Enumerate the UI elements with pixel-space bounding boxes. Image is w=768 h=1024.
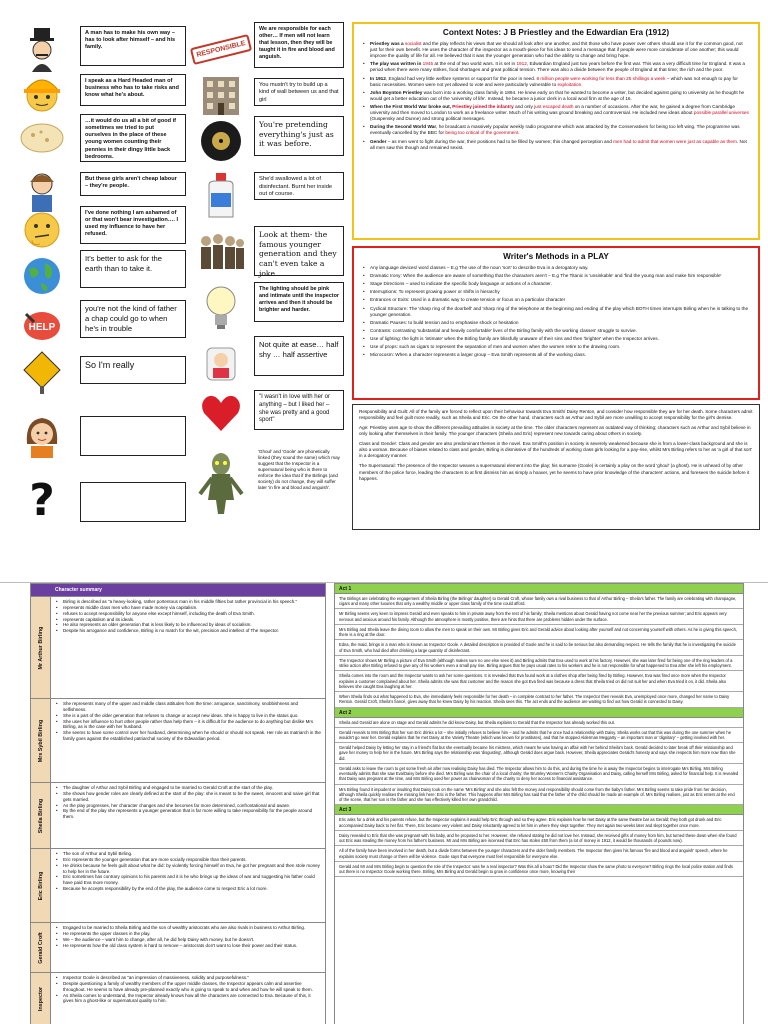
note-text: In 1912 bbox=[370, 75, 386, 81]
character-point: • He represents the upper classes in the play. bbox=[55, 931, 321, 937]
character-point: • He represents how the old class system is hard to remove – aristocrats don't want to lose their power and their status. bbox=[55, 943, 321, 949]
act-paragraph: Eric asks for a drink and his parents refuse, but the Inspector explains it would help Eric through and so they agree. Eric explains how he met Daisy at the same theatre bar as Gerald; they both got drunk and Eric accompanied Daisy back to her flat. There, Eric became very violent and Daisy reluctantly agreed to let him in where they slept together. They met again two weeks later and slept together once more. bbox=[335, 815, 743, 830]
character-row bbox=[31, 848, 325, 922]
quote-box: You mustn't try to build up a kind of wall between us and that girl bbox=[254, 78, 344, 106]
character-point: • As the play progresses, her character changes and she becomes far more determined, confrontational and aware. bbox=[55, 803, 321, 809]
act-paragraph: Sheila comes into the room and the Inspector wants to ask her some questions. It is revealed that Eva found work at a clothes shop after being fired by Birling. However, Eva was fired once more when the Inspector explains a customer complained about her. Sheila admits she was that customer and the reason she got Eva fired was because a dress that Sheila tried on did not suit her and when Eva tried it on, it did. Sheila also believes she caught Eva laughing at her. bbox=[335, 671, 743, 692]
act-heading: Act 1 bbox=[335, 584, 743, 594]
plot-summary-column bbox=[334, 583, 744, 1024]
quote-box: It's better to ask for the earth than to take it. bbox=[80, 250, 186, 288]
character-point: • As Sheila comes to understand, the Inspector already knows how all the characters are connected to Eva. Because of this, it gives him a ghost-like or supernatural quality to him. bbox=[55, 993, 321, 1005]
character-point: • She uses her influence to hurt other people rather than help them – it is difficult for the audience to do anything but dislike Mrs Birling, as is the case with her husband. bbox=[55, 719, 321, 731]
bread-icon bbox=[12, 114, 72, 162]
quote-box: We are responsible for each other… If men will not learn that lesson, then they will be taught it in fire and blood and anguish. bbox=[254, 22, 344, 68]
act-section bbox=[335, 805, 743, 877]
highlight-text: 8 million people were working for less than 25 shillings a week bbox=[536, 75, 666, 81]
note-text: (Ouspensky and Dunne) and strong political messages. bbox=[370, 116, 486, 122]
character-point: • represents capitalism and its ideals. bbox=[55, 617, 321, 623]
character-name: Mrs Sybil Birling bbox=[37, 719, 44, 762]
family-group-icon bbox=[194, 226, 248, 276]
act-paragraph: Mrs Birling found it impudent or insulting that Daisy took on the name 'Mrs Birling' and she also felt the money and responsibility should come from the baby's father. Mrs Birling seems to take pride from her decision, although Sheila quickly realises the missing link here: Eric is the father. This happens after Mrs Birling has said that the father of the child should be made an example of. Mrs Birling realises, just as Eric enters at the end of the scene, that her son is the father and she has effectively killed her own grandchild. bbox=[335, 785, 743, 806]
context-note-item bbox=[362, 41, 750, 59]
context-note-item bbox=[362, 104, 750, 122]
character-row bbox=[31, 596, 325, 698]
method-item: • Interruptions: To represent growing power or shifts in hierarchy bbox=[362, 289, 750, 295]
act-paragraph: Gerald helped Daisy by letting her stay in a friend's flat but she eventually became his mistress, which meant he was having an affair with her behind Sheila's back. Gerald decided to later break off their relationship and gave her money to help her in the future. Mrs Birling says the relationship was 'disgusting', although Gerald does argue back. However, Sheila appreciates Gerald's honesty and says she respects him more now than she did. bbox=[335, 743, 743, 764]
summary-page bbox=[0, 582, 768, 1024]
act-section bbox=[335, 584, 743, 708]
character-point: • She seems to have some control over her husband, determining when he should or should not speak. Her role as matriarch in the family goes against the established patriarchal society of the Edwardian period. bbox=[55, 730, 321, 742]
context-note-item bbox=[362, 90, 750, 102]
highlight-text: possible parallel universes bbox=[693, 110, 749, 116]
character-name: Eric Birling bbox=[37, 871, 44, 900]
act-paragraph: Gerald asks to leave the room to get some fresh air after now realising Daisy has died. The Inspector allows him to do this, and during the time he is away the Inspector begins to interrogate Mrs Birling. Mrs Birling eventually admits that she saw Eva/Daisy before she died. Mrs Birling was the chair of a local charity: the Brumley Women's Charity Organisation and Daisy, calling herself Mrs Birling, asked for financial help. It is revealed that Daisy was pregnant at the time, and Mrs Birling used her power as chairwoman of the charity to deny her access to financial assistance. bbox=[335, 764, 743, 785]
woman-avatar-icon bbox=[12, 412, 72, 460]
context-note-item bbox=[362, 76, 750, 88]
note-text: , England had very little welfare systems or support for the poor in need. bbox=[385, 75, 537, 81]
character-name: Mr Arthur Birling bbox=[37, 626, 44, 669]
note-text: – which was not enough to pay for basic necessities. Women were not yet allowed to vote and were particularly vulnerable to bbox=[370, 75, 738, 87]
quote-box: you're not the kind of father a chap could go to when he's in trouble bbox=[80, 300, 186, 338]
writers-methods-title: Writer's Methods in a PLAY bbox=[503, 252, 609, 261]
character-point: • Inspector Goole is described as "an impression of massiveness, solidity and purposefulness." bbox=[55, 975, 321, 981]
ghoul-icon bbox=[194, 448, 248, 518]
character-point: • refuses to accept responsibility for anyone else except himself, including the death of Eva Smith. bbox=[55, 611, 321, 617]
method-item: • Stage Directions – used to indicate the specific body language or actions of a character. bbox=[362, 281, 750, 287]
note-text: During the Second World War bbox=[370, 124, 437, 130]
writers-methods-panel bbox=[352, 246, 760, 400]
highlight-text: socialist bbox=[404, 41, 422, 46]
note-text: on a number of occasions. After the war, he gained a degree from Cambridge university and then moved to London to work as a freelance writer. Much of his writing was ground breaking and controversial. He included new ideas about bbox=[370, 103, 736, 116]
gentleman-icon bbox=[12, 26, 72, 74]
quote-box: I've done nothing I am ashamed of or that won't bear investigation…. I used my influence to have her refused. bbox=[80, 206, 186, 244]
record-label-icon bbox=[194, 116, 248, 166]
themes-panel bbox=[352, 404, 760, 530]
character-point: • Despite his arrogance and confidence, Birling is no match for the wit, precision and intellect of The Inspector. bbox=[55, 628, 321, 634]
character-name: Gerald Croft bbox=[37, 931, 44, 964]
act-paragraph: Gerald reveals to Mrs Birling that her son Eric drinks a lot – she initially refuses to believe him – and he admits that he once had a relationship with Daisy. Sheila works out that this was during the one summer when he wouldn't go near her. Gerald explains that he met Daisy at the Variety Theatre (which was known for prostitutes), and that he stopped Alderman Meggarty – an important man or 'dignitary' – getting involved with her. bbox=[335, 728, 743, 743]
note-text: The play was written in bbox=[370, 61, 423, 67]
character-row bbox=[31, 922, 325, 972]
character-point: • She represents many of the upper and middle class attitudes from the time: arrogance, sanctimony, snobbishness and selfishness. bbox=[55, 701, 321, 713]
note-text: . Not all men saw this though and remained sexist. bbox=[370, 138, 747, 150]
quote-box: Look at them- the famous younger generation and they can't even take a joke bbox=[254, 226, 344, 276]
character-point: • We – the audience – want him to change, after all, he did help Daisy with money, but he doesn't. bbox=[55, 937, 321, 943]
quote-box: You're pretending everything's just as it was before. bbox=[254, 116, 344, 156]
context-notes-list bbox=[362, 41, 750, 151]
svg-text:HELP: HELP bbox=[28, 322, 56, 333]
responsible-stamp-icon bbox=[194, 24, 248, 74]
note-text: and only bbox=[513, 103, 535, 109]
character-point: • He also represents an older generation that is less likely to be influenced by ideas of socialism. bbox=[55, 622, 321, 628]
character-point: • The son of Arthur and Sybil Birling. bbox=[55, 851, 321, 857]
method-item: • Use of props: such as cigars to represent the separation of men and women when the women retire to the drawing room. bbox=[362, 344, 750, 350]
note-text: , Edwardian England just two years before the first war. This was a very difficult time for England. It was a period when there were many strikes, food shortages and great political tension. There was also a divide between the people of England at that time; the rich and the poor. bbox=[370, 61, 746, 73]
heart-icon bbox=[194, 388, 248, 438]
quote-box: …it would do us all a bit of good if sometimes we tried to put ourselves in the place of these young women counting their pennies in their dingy little back bedrooms. bbox=[80, 114, 186, 162]
character-point: • Despite questioning a family of wealthy members of the upper middle classes, the Inspector appears calm and assertive throughout. He seems to have already pre-planned exactly who is going to speak to and when and how he will speak to them. bbox=[55, 981, 321, 993]
highlight-text: exploitation. bbox=[557, 81, 583, 87]
quote-box: Not quite at ease… half shy … half assertive bbox=[254, 336, 344, 376]
method-item: • Any language devices/ word classes – E.g The use of the noun 'sort' to describe Eva in a derogatory way. bbox=[362, 265, 750, 271]
quote-box: "I wasn't in love with her or anything – but I liked her – she was pretty and a good sport" bbox=[254, 390, 344, 430]
character-summary-table bbox=[30, 583, 326, 1024]
act-paragraph: Edna, the maid, brings in a man who is known as Inspector Goole. A detailed description is provided of Goole and he is said to be serious but also demanding respect. He tells the family that he is investigating the suicide of Eva Smith, who had died after drinking a large quantity of disinfectant. bbox=[335, 640, 743, 655]
method-item: • Microcosm: When a character represents a larger group – Eva Smith represents all of the working class. bbox=[362, 352, 750, 358]
character-point: • She shows how gender roles are clearly defined at the start of the play: she is meant to be the sweet, innocent and naive girl that gets married. bbox=[55, 791, 321, 803]
theme-paragraph: Age: Priestley uses age to show the different prevailing attitudes in society at the time. The older characters represent an outdated way of thinking; characters such as Arthur and Sybil believe in only looking after themselves in their family. The younger characters (Sheila and Eric) represent new towards caring about others in society. bbox=[359, 425, 751, 437]
note-text: Priestley was a bbox=[370, 41, 405, 46]
globe-icon bbox=[12, 252, 72, 300]
character-point: • Engaged to be married to Sheila Birling and the son of wealthy aristocrats who are also rivals in business to Arthur Birling. bbox=[55, 925, 321, 931]
highlight-text: men had to admit that women were just as capable as them bbox=[613, 138, 737, 144]
thinking-emoji-icon bbox=[12, 206, 72, 254]
context-note-item bbox=[362, 124, 750, 136]
hardhat-emoji-icon bbox=[12, 68, 72, 116]
character-point: • The daughter of Arthur and Sybil Birling and engaged to be married to Gerald Croft at the start of the play. bbox=[55, 785, 321, 791]
highlight-text: 1912 bbox=[516, 61, 527, 67]
note-text: Gender bbox=[370, 138, 387, 144]
responsible-stamp-text: RESPONSIBLE bbox=[190, 33, 253, 64]
note-text: was born into a working class family in 1894. He knew early on that he wanted to become a writer, but decided against going to university as he thought he would get a better education out of the 'university of life'. Instead, he became a junior clerk in a local wool firm at the age of 16. bbox=[370, 89, 745, 101]
quote-box: So I'm really bbox=[80, 356, 186, 384]
note-text: and the play reflects his views that we should all look after one another, and thit those who have power over others should use it for the common good, not just for their own benefit. He uses the character of the inspector as a mouth-piece for his ideas to send a message that if people were more considerate of one another; this would improve the quality of life for all. He believed that it was the younger generation who had the ability to change and bring hope. bbox=[370, 41, 743, 59]
act-section bbox=[335, 708, 743, 806]
act-paragraph: The Inspector shows Mr Birling a picture of Eva Smith (although makes sure no one else sees it) and Birling admits that Eva used to work at his factory. However, she was later fired for being one of the ring leaders of a strike action after Birling refused to give any of his workers even a small pay rise. Birling argues that he pays usual rates to his workers and he is not responsible for what happened to Eva after she left his employment. bbox=[335, 656, 743, 671]
character-point: • Because he accepts responsibility by the end of the play, the audience come to respect Eric a lot more. bbox=[55, 886, 321, 892]
act-paragraph: Sheila and Gerald are alone on stage and Gerald admits he did know Daisy, but Sheila explains to Gerald that the Inspector has already worked this out. bbox=[335, 718, 743, 728]
method-item: • Use of lighting: the light is 'intimate' when the Birling family are blissfully unaware of their sins and then 'brighter' when the Inspector arrives. bbox=[362, 336, 750, 342]
act-heading: Act 2 bbox=[335, 708, 743, 718]
note-text: , he broadcast a massively popular weekly radio programme which was attacked by the Conservatives for being too left wing. The programme was eventually cancelled by the BBC for bbox=[370, 124, 740, 136]
building-icon bbox=[194, 70, 248, 120]
theme-paragraph: Responsibility and Guilt: All of the family are forced to reflect upon their behaviour towards Eva Smith/ Daisy Renton, and consider how responsible they are for her death. Some characters admit responsibility and feel guilt more readily, such as Sheila and Eric. On the other hand, characters such as Arthur and Sybil are more unwilling to accept responsibility for the girl's demise. bbox=[359, 409, 753, 421]
character-row bbox=[31, 972, 325, 1024]
context-note-item bbox=[362, 139, 750, 151]
act-paragraph: Daisy revealed to Eric that she was pregnant with his baby, and he proposed to her. However, she refused stating he did not love her. Instead, she received gifts of money from him, but turned these down when she found out Eric was stealing the money from his father's business. Mr and Mrs Birling are incensed that Eric has stolen £50 from them (a lot of money in 1912, it would be thousands of pounds now). bbox=[335, 831, 743, 846]
quote-box: A man has to make his own way – has to look after himself – and his family. bbox=[80, 26, 186, 66]
quote-box-empty bbox=[80, 416, 186, 456]
question-mark-icon: ? bbox=[29, 474, 55, 526]
note-text: When the First World War broke out, bbox=[370, 103, 453, 109]
character-name: Sheila Birling bbox=[37, 798, 44, 833]
context-notes-title: Context Notes: J B Priestley and the Edwardian Era (1912) bbox=[442, 28, 670, 37]
character-point: • By the end of the play she represents a younger generation that is far more willing to take responsibility for the people around them. bbox=[55, 808, 321, 820]
character-point: • She is a part of the older generation that refuses to change or accept new ideas. She is happy to live in the status quo. bbox=[55, 713, 321, 719]
note-text: – as men went to fight during the war, their positions had to be filled by women; this changed perception and bbox=[386, 138, 614, 144]
act-paragraph: When Sheila finds out what happened to Eva, she immediately feels responsible for her death – in complete contrast to her father. The Inspector then reveals Eva, unemployed once more, changed her name to Daisy Renton. Gerald Croft, Sheila's fiancé, gives away that he knew Daisy by his reaction. Sheila sees this. The act ends and the audience are waiting to find out how Gerald is connected to Daisy. bbox=[335, 692, 743, 707]
character-name: Inspector bbox=[37, 986, 44, 1011]
note-text: John Boynton Priestley bbox=[370, 89, 423, 95]
theme-paragraph: The Supernatural: The presence of the Inspector weaves a supernatural element into the play; his surname (Goole) is certainly a play on the word 'ghoul' (a ghost). He is unheard of by other members of the police force, leading the characters to at first dismiss him as simply a hoaxer, yet he seems to have prior knowledge of the characters' actions, and foresees the suicide before it happens. bbox=[359, 463, 750, 481]
act-paragraph: Mrs Birling and Sheila leave the dining room to allow the men to speak on their own. Mr Birling gives Eric and Gerald advice about looking after yourself and not concerning yourself with others. As he is giving this speech, there is a ring at the door. bbox=[335, 625, 743, 640]
help-sign-icon bbox=[12, 300, 72, 348]
quote-box: I speak as a Hard Headed man of business who has to take risks and know what he's about. bbox=[80, 74, 186, 106]
character-point: • He drinks because he feels guilt about what he did: by violently forcing himself on Eva, he got her pregnant and then stole money to help her in the future. bbox=[55, 863, 321, 875]
character-row bbox=[31, 698, 325, 782]
highlight-text: being too critical of the government. bbox=[445, 130, 520, 136]
character-point: • Eric sometimes has contrary opinions to his parents and it is he who brings up the ideas of war and suggesting his father could have paid Eva more money. bbox=[55, 874, 321, 886]
quote-box: She'd swallowed a lot of disinfectant. Burnt her inside out of course. bbox=[254, 172, 344, 200]
act-paragraph: All of the family have been involved in her death, but a divide forms between the younger characters and the older family members. The Inspector then gives his famous 'fire and blood and anguish' speech, where he explains society must change or there will be violence. Goole says that everyone must feel responsible for everyone else. bbox=[335, 846, 743, 861]
disinfectant-bottle-icon bbox=[194, 170, 248, 220]
quote-box-empty bbox=[80, 482, 186, 522]
method-item: • Entrances or Exits: Used in a dramatic way to create tension or focus on a particular character bbox=[362, 297, 750, 303]
highlight-text: 1945 bbox=[422, 61, 434, 67]
character-point: • Birling is described as "a heavy-looking, rather portentous man in his middle fifties but rather provincial in his speech." bbox=[55, 599, 321, 605]
act-paragraph: Mr Birling seems very keen to impress Gerald and even speaks to him in private away from the rest of his family; Sheila mentions about Gerald having not come near her the previous summer; and Eric appears very nervous and anxious around his family. Although the atmosphere is mostly positive, there are hints that there are problems hidden under the surface. bbox=[335, 609, 743, 624]
road-sign-icon bbox=[12, 348, 72, 396]
context-note-item bbox=[362, 61, 750, 73]
quote-box: But these girls aren't cheap labour – they're people. bbox=[80, 172, 186, 196]
lightbulb-icon bbox=[194, 282, 248, 332]
act-paragraph: The Birlings are celebrating the engagement of Sheila Birling (the Birlings' daughter) to Gerald Croft, whose family own a rival business to that of Arthur Birling – Sheila's father. The family are celebrating with champagne, cigars and many other luxuries that only a wealthy middle or upper class family of the time could afford. bbox=[335, 594, 743, 609]
quote-box: The lighting should be pink and intimate until the inspector arrives and then it should be brighter and harder. bbox=[254, 282, 344, 322]
character-row bbox=[31, 782, 325, 848]
act-heading: Act 3 bbox=[335, 805, 743, 815]
theme-paragraph: Class and Gender: Class and gender are also predominant themes in the novel. Eva Smith's position in society is severely weakened because she is from a lower-class background and she is also a woman. Because of biases related to class and gender, Birling is dismissive of the hundreds of working class girls looking for a pay-rise, whilst Mrs Birling refers to her as 'a girl of that sort' in a derogatory manner. bbox=[359, 441, 753, 459]
highlight-text: Priestley joined the infantry bbox=[452, 103, 514, 109]
method-item: • Dramatic Pauses: to build tension and to emphasise shock or hesitation bbox=[362, 320, 750, 326]
act-paragraph: Gerald and Mr and Mrs Birling begin to question the role of the Inspector: was he a real inspector? Was this all a hoax? Did the Inspector show the same photo to everyone? Birling rings the local police station and finds out there is no Inspector Goole working there. Birling, Mrs Birling and Gerald begin to grow in confidence once more, knowing their bbox=[335, 862, 743, 877]
character-point: • Eric represents the younger generation that are more socially responsible than their parents. bbox=[55, 857, 321, 863]
highlight-text: just escaped death bbox=[534, 103, 574, 109]
writers-methods-list bbox=[362, 265, 750, 358]
method-item: • Dramatic Irony: When the audience are aware of something that the characters aren't – E.g The Titanic is 'unsinkable' and 'find the young man and make him responsible' bbox=[362, 273, 750, 279]
character-point: • represents middle class men who have made money via capitalism. bbox=[55, 605, 321, 611]
character-summary-header: Character summary bbox=[31, 584, 325, 596]
shy-figure-icon bbox=[194, 336, 248, 386]
method-item: • Cyclical Structure: The 'sharp ring of the doorbell' and 'sharp ring of the telephone at the beginning and ending of the play which BOTH times interrupts Birling when he is talking to the younger generation. bbox=[362, 306, 750, 318]
ghoul-note: 'Ghoul' and 'Goole' are phonetically linked (they sound the same) which may suggest that the Inspector is a supernatural being who is there to enforce the idea that if the Birlings (and society) do not change, they will suffer later 'in fire and blood and anguish'. bbox=[254, 446, 344, 510]
method-item: • Contrasts: contrasting 'substantial and heavily comfortable' lives of the Birling family with the working classes' struggle to survive. bbox=[362, 328, 750, 334]
note-text: at the end of two world wars. It is set in bbox=[433, 61, 517, 67]
context-notes-panel bbox=[352, 22, 760, 240]
